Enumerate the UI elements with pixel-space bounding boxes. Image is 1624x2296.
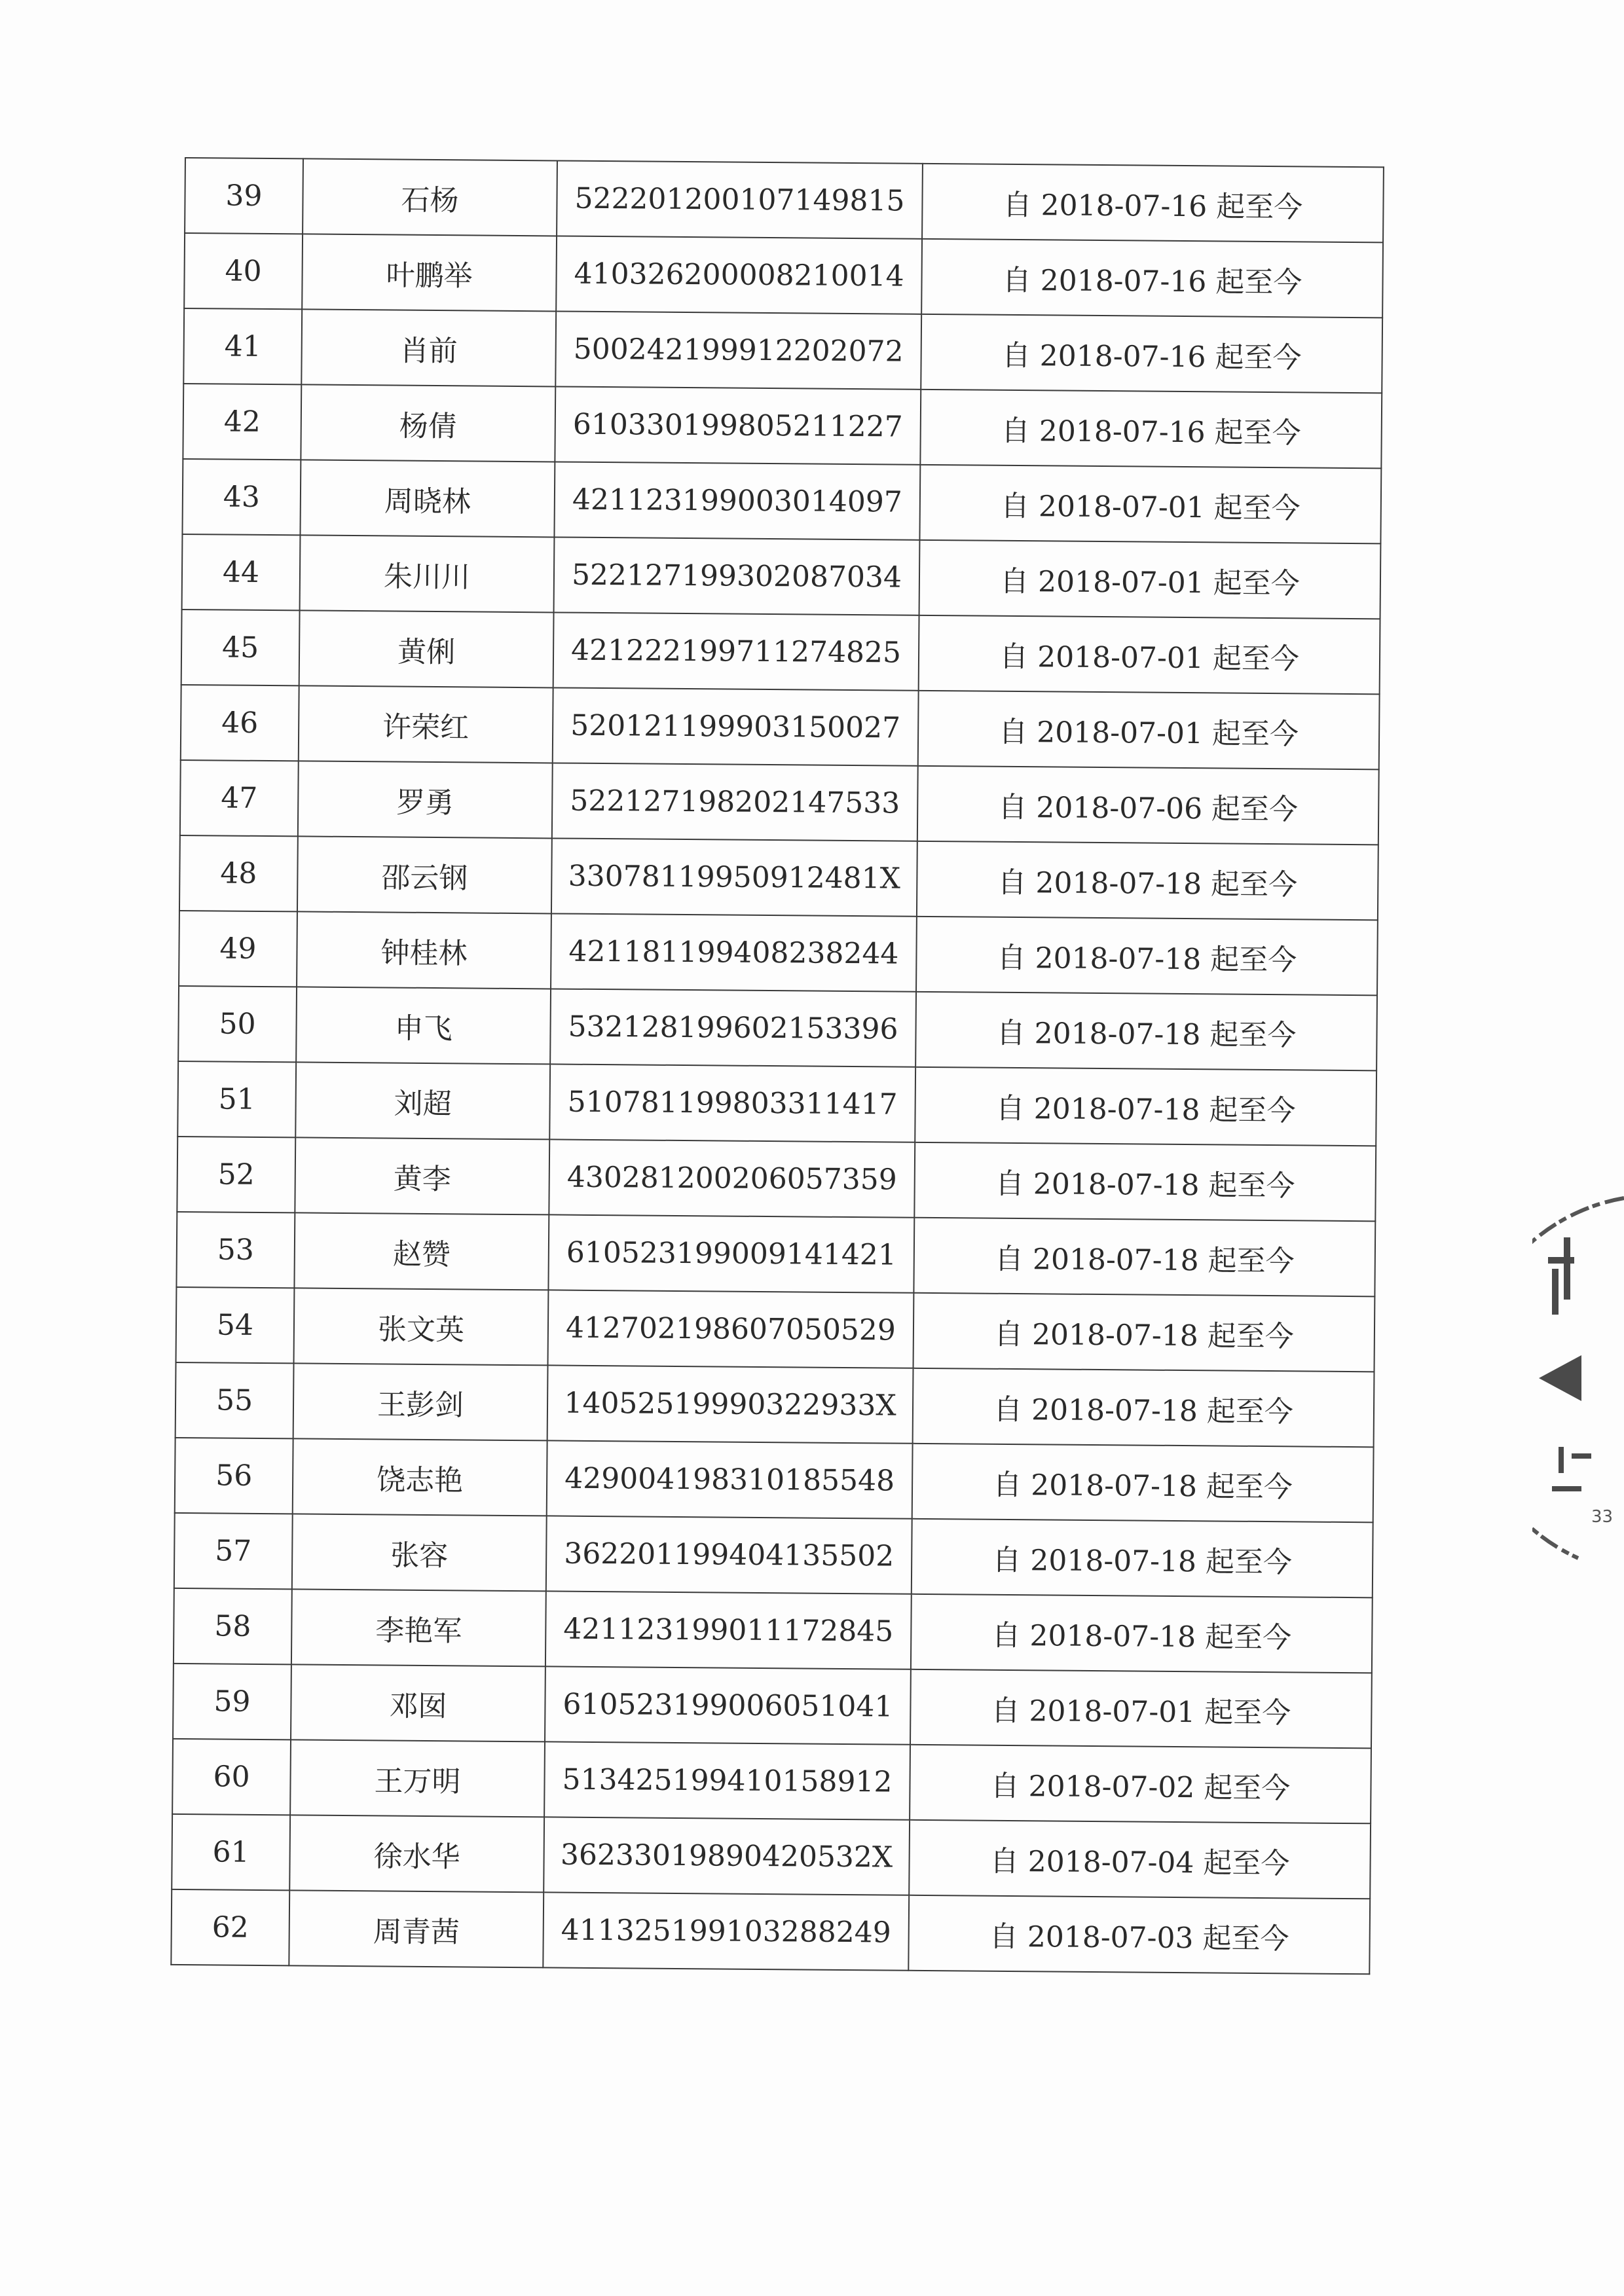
table-row bbox=[174, 1588, 1373, 1673]
name-cell: 黄李 bbox=[295, 1137, 549, 1214]
id-number-cell: 510781199803311417 bbox=[549, 1064, 915, 1142]
id-number-cell: 36233019890420532X bbox=[544, 1817, 910, 1895]
table-row bbox=[172, 1739, 1371, 1823]
name-cell: 周青茜 bbox=[289, 1890, 544, 1967]
name-cell: 邵云钢 bbox=[297, 836, 552, 913]
id-number-cell: 14052519990322933X bbox=[547, 1365, 913, 1443]
row-number-cell: 42 bbox=[183, 384, 301, 460]
table-row bbox=[171, 1889, 1370, 1974]
official-seal-fragment bbox=[1532, 1192, 1624, 1571]
row-number-cell: 50 bbox=[178, 986, 297, 1062]
name-cell: 杨倩 bbox=[301, 384, 555, 462]
id-number-cell: 522127198202147533 bbox=[552, 763, 918, 841]
table-row bbox=[175, 1362, 1375, 1447]
row-number-cell: 54 bbox=[176, 1287, 295, 1363]
table-row bbox=[173, 1664, 1372, 1748]
employee-roster-table bbox=[170, 157, 1384, 1975]
employment-period-cell: 自 2018-07-06 起至今 bbox=[917, 766, 1379, 845]
id-number-cell: 532128199602153396 bbox=[550, 989, 916, 1066]
employment-period-cell: 自 2018-07-18 起至今 bbox=[916, 917, 1378, 996]
id-number-cell: 522127199302087034 bbox=[554, 537, 920, 615]
employment-period-cell: 自 2018-07-18 起至今 bbox=[911, 1594, 1373, 1673]
employment-period-cell: 自 2018-07-18 起至今 bbox=[912, 1444, 1374, 1523]
employment-period-cell: 自 2018-07-18 起至今 bbox=[915, 1067, 1376, 1146]
name-cell: 王彭剑 bbox=[293, 1363, 548, 1440]
table-row bbox=[185, 158, 1384, 242]
row-number-cell: 43 bbox=[182, 459, 301, 535]
table-row bbox=[182, 459, 1381, 543]
employment-period-cell: 自 2018-07-01 起至今 bbox=[910, 1669, 1372, 1749]
row-number-cell: 39 bbox=[185, 158, 303, 234]
employment-period-cell: 自 2018-07-18 起至今 bbox=[912, 1519, 1373, 1598]
table-row bbox=[175, 1438, 1374, 1522]
id-number-cell: 610330199805211227 bbox=[555, 386, 921, 464]
name-cell: 叶鹏举 bbox=[302, 234, 557, 311]
name-cell: 刘超 bbox=[295, 1062, 550, 1139]
id-number-cell: 421123199003014097 bbox=[554, 462, 920, 539]
id-number-cell: 411325199103288249 bbox=[543, 1892, 909, 1970]
employment-period-cell: 自 2018-07-03 起至今 bbox=[908, 1895, 1370, 1975]
table-row bbox=[178, 986, 1377, 1070]
table-row bbox=[176, 1212, 1375, 1296]
employment-period-cell: 自 2018-07-01 起至今 bbox=[919, 615, 1380, 695]
table-row bbox=[179, 911, 1378, 995]
row-number-cell: 40 bbox=[184, 233, 303, 309]
roster-table-wrapper bbox=[170, 157, 1383, 1975]
id-number-cell: 362201199404135502 bbox=[546, 1516, 912, 1594]
id-number-cell: 429004198310185548 bbox=[547, 1440, 913, 1518]
name-cell: 李艳军 bbox=[291, 1589, 546, 1666]
name-cell: 申飞 bbox=[296, 987, 551, 1064]
name-cell: 朱川川 bbox=[300, 535, 555, 612]
row-number-cell: 41 bbox=[183, 308, 302, 384]
employment-period-cell: 自 2018-07-04 起至今 bbox=[909, 1820, 1371, 1899]
row-number-cell: 44 bbox=[182, 534, 301, 610]
id-number-cell: 610523199006051041 bbox=[545, 1666, 911, 1744]
employment-period-cell: 自 2018-07-16 起至今 bbox=[922, 164, 1384, 243]
name-cell: 许荣红 bbox=[299, 685, 553, 763]
employment-period-cell: 自 2018-07-16 起至今 bbox=[921, 239, 1383, 318]
id-number-cell: 421123199011172845 bbox=[545, 1591, 912, 1669]
name-cell: 钟桂林 bbox=[297, 911, 551, 989]
name-cell: 张容 bbox=[292, 1514, 547, 1591]
name-cell: 石杨 bbox=[303, 158, 557, 236]
name-cell: 邓囡 bbox=[291, 1664, 545, 1741]
row-number-cell: 49 bbox=[179, 911, 297, 987]
id-number-cell: 412702198607050529 bbox=[548, 1290, 914, 1368]
id-number-cell: 33078119950912481X bbox=[551, 838, 917, 916]
id-number-cell: 513425199410158912 bbox=[544, 1741, 910, 1819]
row-number-cell: 52 bbox=[177, 1137, 295, 1212]
row-number-cell: 59 bbox=[173, 1664, 291, 1740]
employment-period-cell: 自 2018-07-01 起至今 bbox=[918, 691, 1380, 770]
table-row bbox=[176, 1287, 1375, 1372]
table-row bbox=[172, 1814, 1371, 1899]
row-number-cell: 58 bbox=[174, 1588, 292, 1664]
row-number-cell: 45 bbox=[181, 610, 300, 685]
roster-table-body bbox=[171, 158, 1384, 1974]
seal-partial-text: 33 bbox=[1591, 1507, 1614, 1527]
employment-period-cell: 自 2018-07-16 起至今 bbox=[921, 314, 1382, 393]
row-number-cell: 60 bbox=[172, 1739, 291, 1815]
table-row bbox=[182, 534, 1381, 619]
table-row bbox=[180, 760, 1379, 845]
employment-period-cell: 自 2018-07-01 起至今 bbox=[919, 540, 1381, 619]
id-number-cell: 500242199912202072 bbox=[555, 311, 921, 389]
employment-period-cell: 自 2018-07-02 起至今 bbox=[910, 1745, 1371, 1824]
row-number-cell: 56 bbox=[175, 1438, 293, 1514]
employment-period-cell: 自 2018-07-18 起至今 bbox=[915, 992, 1377, 1071]
id-number-cell: 410326200008210014 bbox=[556, 236, 922, 314]
name-cell: 周晓林 bbox=[300, 460, 555, 537]
id-number-cell: 520121199903150027 bbox=[553, 687, 919, 765]
table-row bbox=[181, 610, 1380, 694]
table-row bbox=[183, 384, 1382, 468]
id-number-cell: 421222199711274825 bbox=[553, 612, 919, 690]
table-row bbox=[181, 685, 1380, 769]
name-cell: 徐水华 bbox=[289, 1815, 544, 1892]
row-number-cell: 61 bbox=[172, 1814, 290, 1890]
employment-period-cell: 自 2018-07-18 起至今 bbox=[913, 1368, 1375, 1448]
row-number-cell: 51 bbox=[177, 1061, 296, 1137]
name-cell: 赵赞 bbox=[294, 1212, 549, 1290]
table-row bbox=[184, 233, 1383, 318]
row-number-cell: 47 bbox=[180, 760, 299, 836]
id-number-cell: 610523199009141421 bbox=[548, 1214, 914, 1292]
id-number-cell: 430281200206057359 bbox=[549, 1139, 915, 1217]
id-number-cell: 421181199408238244 bbox=[551, 913, 917, 991]
table-row bbox=[177, 1061, 1376, 1146]
table-row bbox=[183, 308, 1382, 393]
id-number-cell: 522201200107149815 bbox=[557, 160, 923, 238]
row-number-cell: 53 bbox=[176, 1212, 295, 1288]
employment-period-cell: 自 2018-07-16 起至今 bbox=[920, 390, 1382, 469]
name-cell: 黄俐 bbox=[299, 610, 554, 687]
name-cell: 张文英 bbox=[294, 1288, 549, 1365]
name-cell: 王万明 bbox=[290, 1740, 545, 1817]
employment-period-cell: 自 2018-07-18 起至今 bbox=[913, 1218, 1375, 1297]
table-row bbox=[179, 835, 1378, 920]
name-cell: 饶志艳 bbox=[293, 1438, 547, 1516]
row-number-cell: 57 bbox=[174, 1513, 293, 1589]
name-cell: 肖前 bbox=[301, 309, 556, 386]
row-number-cell: 46 bbox=[181, 685, 299, 761]
row-number-cell: 55 bbox=[175, 1362, 294, 1438]
employment-period-cell: 自 2018-07-01 起至今 bbox=[919, 465, 1381, 544]
employment-period-cell: 自 2018-07-18 起至今 bbox=[917, 841, 1378, 920]
row-number-cell: 48 bbox=[179, 835, 298, 911]
employment-period-cell: 自 2018-07-18 起至今 bbox=[913, 1293, 1375, 1372]
row-number-cell: 62 bbox=[171, 1889, 289, 1965]
table-row bbox=[177, 1137, 1376, 1221]
name-cell: 罗勇 bbox=[298, 761, 553, 838]
table-row bbox=[174, 1513, 1373, 1597]
employment-period-cell: 自 2018-07-18 起至今 bbox=[914, 1142, 1376, 1222]
